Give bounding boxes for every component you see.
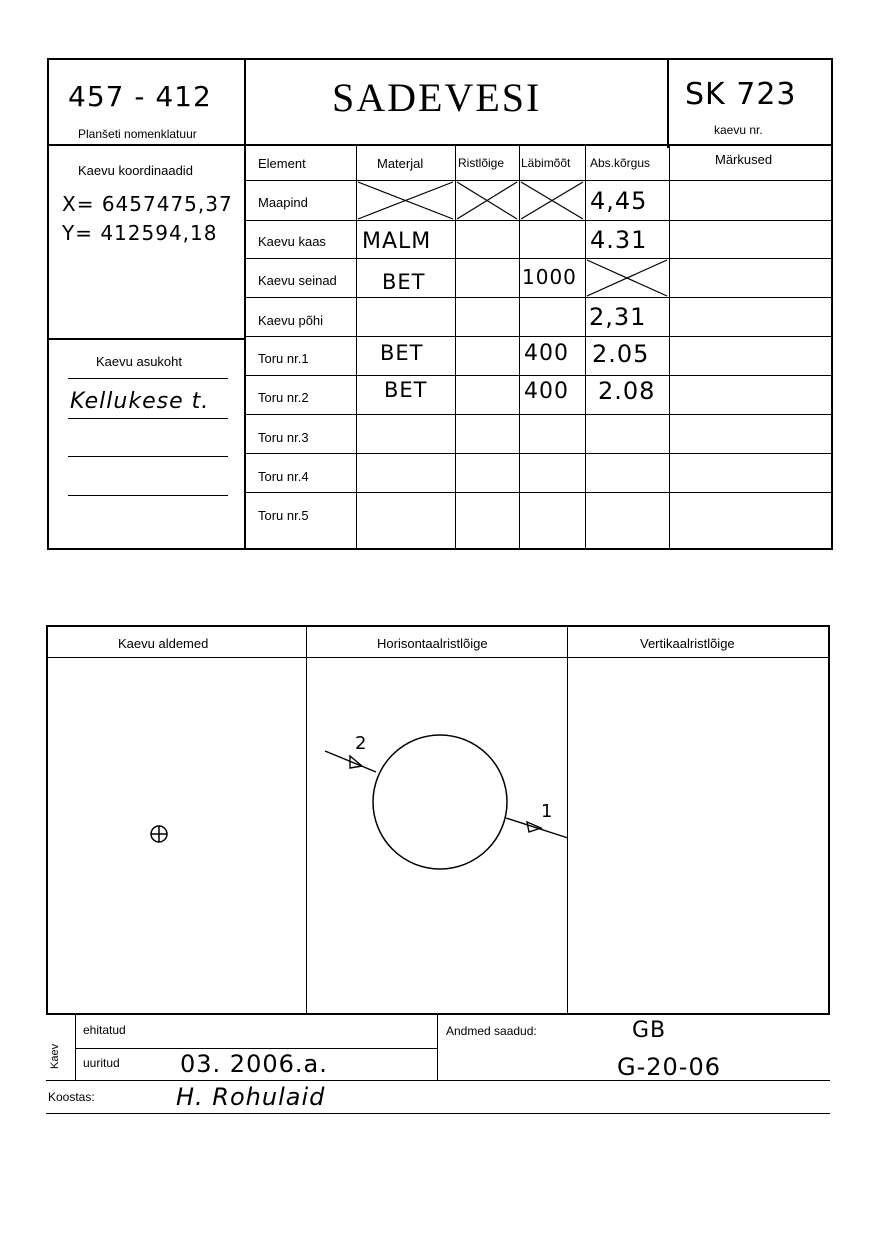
data-received-label: Andmed saadud: — [446, 1024, 537, 1038]
diameter-value: 1000 — [522, 265, 577, 289]
well-number-value: SK 723 — [685, 77, 797, 112]
surveyed-label: uuritud — [83, 1056, 120, 1070]
col-notes-header: Märkused — [715, 152, 773, 167]
abs-height-value: 4,45 — [590, 187, 648, 215]
compiled-label: Koostas: — [48, 1090, 95, 1104]
drawing-col-header: Horisontaalristlõige — [377, 636, 488, 651]
col-element-header: Element — [258, 156, 306, 171]
nomenclature-label: Planšeti nomenklatuur — [78, 127, 197, 141]
pipe-2-arrow — [325, 751, 376, 772]
row-element-label: Toru nr.1 — [258, 351, 309, 366]
pipe-2-label: 2 — [355, 733, 368, 754]
location-value: Kellukese t. — [70, 389, 210, 414]
location-label: Kaevu asukoht — [96, 354, 183, 369]
pipe-1-arrow — [506, 818, 568, 838]
compiled-signature: H. Rohulaid — [176, 1083, 326, 1111]
built-label: ehitatud — [83, 1023, 126, 1037]
row-element-label: Kaevu kaas — [258, 234, 326, 249]
col-abs-header: Abs.kõrgus — [590, 156, 651, 170]
row-element-label: Kaevu seinad — [258, 273, 337, 288]
row-element-label: Toru nr.2 — [258, 390, 309, 405]
abs-height-value: 2.05 — [592, 340, 650, 368]
row-element-label: Maapind — [258, 195, 308, 210]
col-section-header: Ristlõige — [458, 156, 505, 170]
material-value: BET — [384, 378, 428, 402]
page-title: SADEVESI — [332, 75, 542, 120]
crosshair-icon — [151, 826, 167, 842]
diameter-value: 400 — [524, 341, 569, 366]
nomenclature-value: 457 - 412 — [68, 80, 212, 113]
col-material-header: Materjal — [377, 156, 424, 171]
surveyed-value: 03. 2006.a. — [180, 1050, 328, 1078]
row-element-label: Kaevu põhi — [258, 313, 324, 328]
well-circle — [373, 735, 507, 869]
drawing-col-header: Vertikaalristlõige — [640, 636, 735, 651]
drawing-col-header: Kaevu aldemed — [118, 636, 209, 651]
coords-label: Kaevu koordinaadid — [78, 163, 193, 178]
row-element-label: Toru nr.4 — [258, 469, 309, 484]
material-value: BET — [380, 341, 424, 365]
material-value: BET — [382, 270, 426, 294]
coord-y-value: Y= 412594,18 — [62, 221, 218, 245]
pipe-1-label: 1 — [541, 801, 554, 822]
col-diameter-header: Läbimõõt — [521, 156, 571, 170]
row-element-label: Toru nr.5 — [258, 508, 309, 523]
coord-x-value: X= 6457475,37 — [62, 192, 233, 216]
material-value: MALM — [362, 229, 432, 254]
diameter-value: 400 — [524, 379, 569, 404]
abs-height-value: 4.31 — [590, 226, 648, 254]
data-received-value: GB — [632, 1018, 667, 1043]
side-label: Kaev — [49, 1043, 61, 1069]
data-received-code: G-20-06 — [617, 1053, 721, 1081]
abs-height-value: 2,31 — [589, 303, 647, 331]
well-number-label: kaevu nr. — [714, 123, 763, 137]
abs-height-value: 2.08 — [598, 377, 656, 405]
row-element-label: Toru nr.3 — [258, 430, 309, 445]
